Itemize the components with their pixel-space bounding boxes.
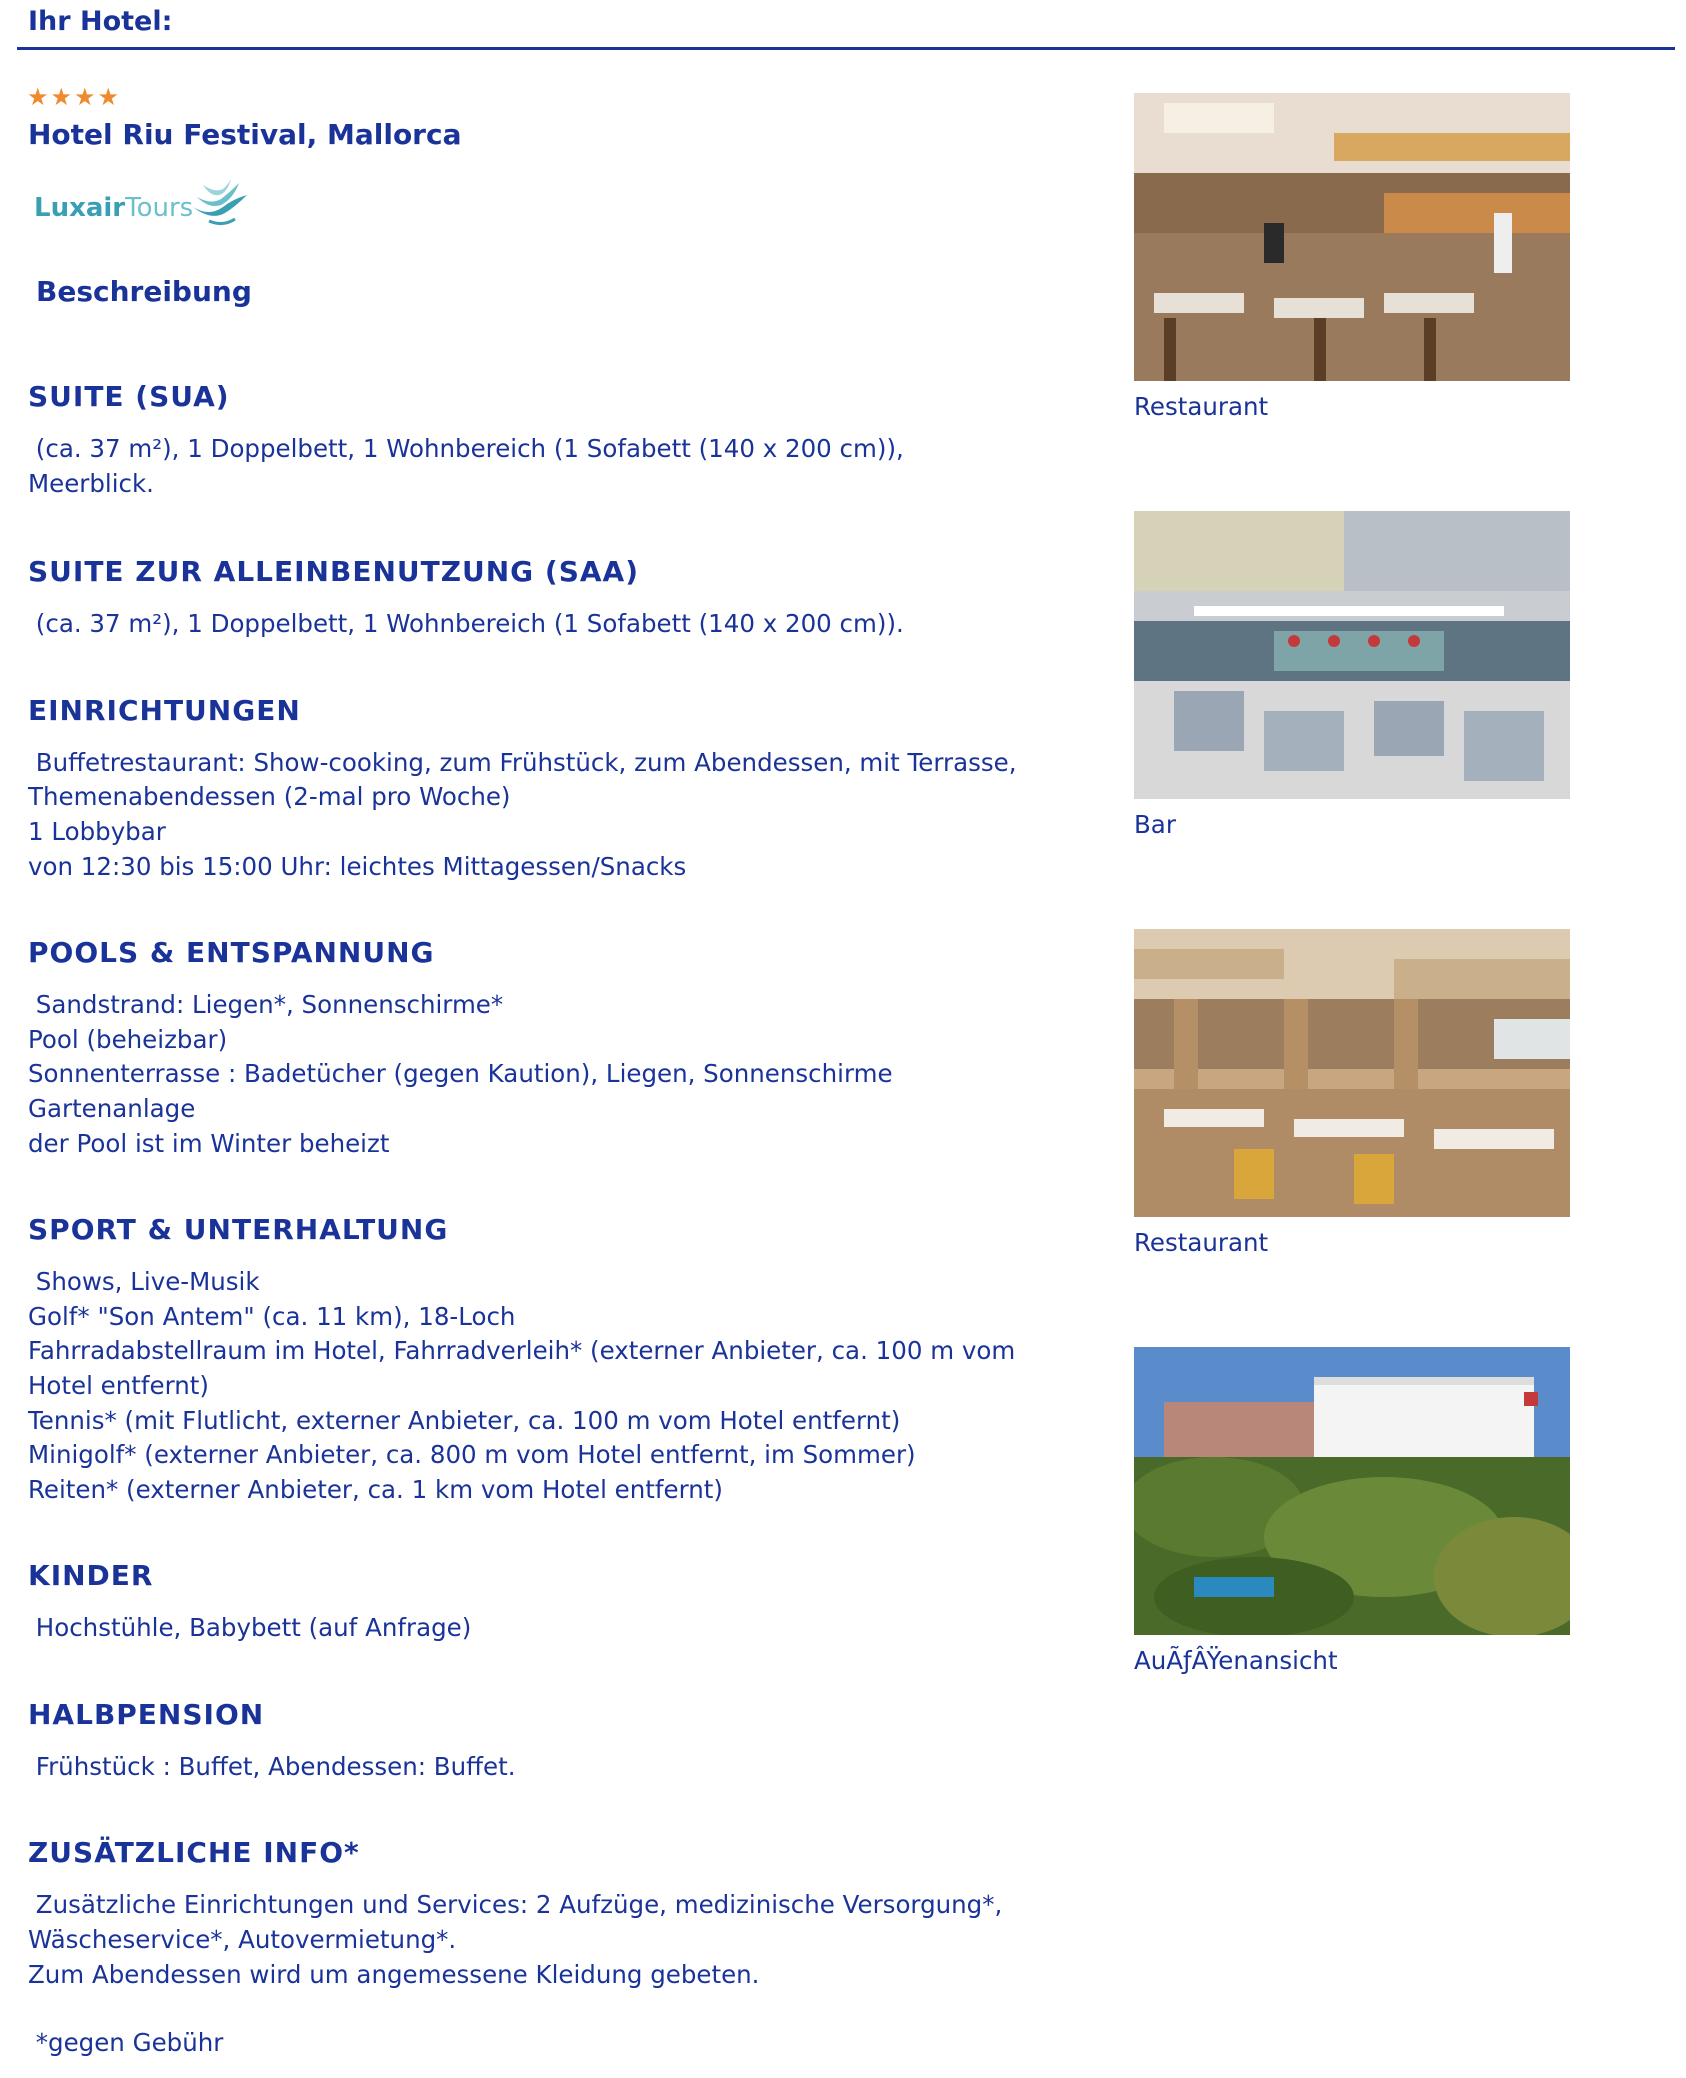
section-title: HALBPENSION bbox=[28, 1697, 265, 1731]
section-halbpension bbox=[28, 1698, 1068, 1785]
luxair-tours-logo bbox=[34, 177, 254, 237]
section-body: (ca. 37 m²), 1 Doppelbett, 1 Wohnbereich (1 Sofabett (140 x 200 cm)). bbox=[28, 609, 904, 639]
section-title: KINDER bbox=[28, 1559, 154, 1593]
bar-image bbox=[1134, 511, 1570, 799]
page-header-title: Ihr Hotel: bbox=[28, 6, 173, 37]
logo-brand-light: Tours bbox=[125, 193, 194, 223]
section-kinder bbox=[28, 1559, 1068, 1646]
restaurant-image bbox=[1134, 93, 1570, 381]
restaurant-image bbox=[1134, 929, 1570, 1217]
bird-logo-icon bbox=[189, 177, 249, 233]
section-suite-sua bbox=[28, 380, 1068, 501]
section-body: Frühstück : Buffet, Abendessen: Buffet. bbox=[28, 1751, 516, 1781]
footnote: *gegen Gebühr bbox=[28, 2028, 224, 2058]
section-title: ZUSÄTZLICHE INFO* bbox=[28, 1836, 360, 1870]
section-title: SUITE ZUR ALLEINBENUTZUNG (SAA) bbox=[28, 555, 640, 589]
section-pools bbox=[28, 936, 1068, 1161]
section-body: Sandstrand: Liegen*, Sonnenschirme* Pool (beheizbar) Sonnenterrasse : Badetücher (gegen Kaution), Liegen, Sonnenschirme Gartenanlage der Pool ist im Winter beheizt bbox=[28, 990, 893, 1158]
photo-caption: AuÃƒÂŸenansicht bbox=[1134, 1646, 1338, 1675]
logo-brand-main: Luxair bbox=[34, 193, 126, 223]
section-body: Shows, Live-Musik Golf* "Son Antem" (ca. 11 km), 18-Loch Fahrradabstellraum im Hotel, Fahrradverleih* (externer Anbieter, ca. 100 m vom Hotel entfernt) Tennis* (mit Flutlicht, externer Anbieter, ca. 100 m vom Hotel entfernt) Minigolf* (externer Anbieter, ca. 800 m vom Hotel entfernt, im Sommer) Reiten* (externer Anbieter, ca. 1 km vom Hotel entfernt) bbox=[28, 1267, 1016, 1504]
logo-wordmark bbox=[34, 193, 193, 223]
description-content bbox=[28, 380, 1068, 2061]
section-title: SUITE (SUA) bbox=[28, 380, 230, 413]
section-title: POOLS & ENTSPANNUNG bbox=[28, 936, 435, 970]
header-divider bbox=[17, 47, 1675, 50]
photo-caption: Bar bbox=[1134, 810, 1176, 839]
section-suite-saa bbox=[28, 555, 1068, 642]
section-body: (ca. 37 m²), 1 Doppelbett, 1 Wohnbereich (1 Sofabett (140 x 200 cm)), Meerblick. bbox=[28, 434, 904, 498]
photo-caption: Restaurant bbox=[1134, 392, 1269, 421]
section-body: Hochstühle, Babybett (auf Anfrage) bbox=[28, 1613, 472, 1643]
photo-restaurant-1[interactable] bbox=[1134, 93, 1570, 381]
hotel-name: Hotel Riu Festival, Mallorca bbox=[28, 118, 462, 151]
description-heading: Beschreibung bbox=[36, 275, 252, 308]
section-title: SPORT & UNTERHALTUNG bbox=[28, 1213, 449, 1247]
photo-bar[interactable] bbox=[1134, 511, 1570, 799]
section-einrichtungen bbox=[28, 694, 1068, 884]
section-title: EINRICHTUNGEN bbox=[28, 693, 301, 727]
photo-caption: Restaurant bbox=[1134, 1228, 1269, 1257]
exterior-image bbox=[1134, 1347, 1570, 1635]
section-body: Buffetrestaurant: Show-cooking, zum Frühstück, zum Abendessen, mit Terrasse, Themenabendessen (2-mal pro Woche) 1 Lobbybar von 12:30 bis 15:00 Uhr: leichtes Mittagessen/Snacks bbox=[28, 747, 1017, 881]
section-zusaetzliche-info bbox=[28, 1836, 1068, 1992]
photo-exterior[interactable] bbox=[1134, 1347, 1570, 1635]
star-rating: ★★★★ bbox=[27, 83, 122, 111]
section-sport bbox=[28, 1213, 1068, 1507]
photo-restaurant-2[interactable] bbox=[1134, 929, 1570, 1217]
section-body: Zusätzliche Einrichtungen und Services: 2 Aufzüge, medizinische Versorgung*, Wäscheservice*, Autovermietung*. Zum Abendessen wird um angemessene Kleidung gebeten. bbox=[28, 1890, 1003, 1989]
